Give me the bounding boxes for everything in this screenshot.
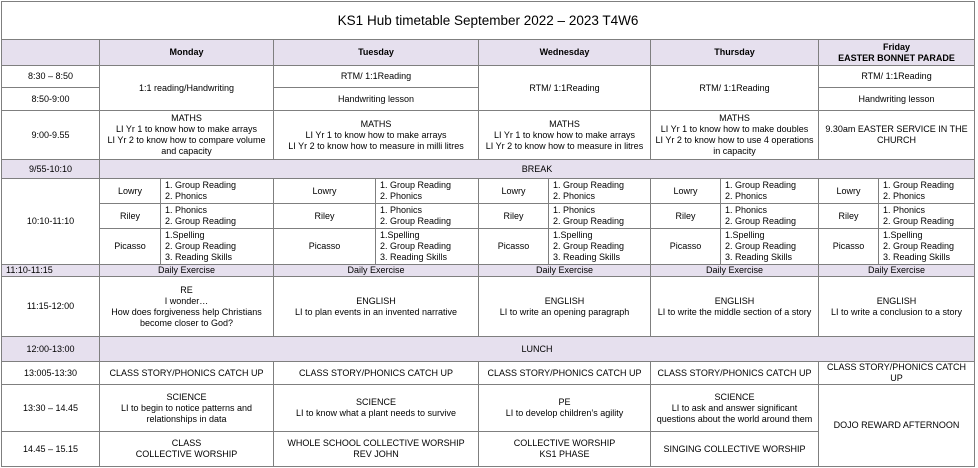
friday-label: Friday	[883, 41, 911, 52]
worship-line: COLLECTIVE WORSHIP	[513, 438, 616, 448]
group-name-picasso: Picasso	[100, 229, 161, 265]
tuesday-worship-cell	[274, 432, 479, 467]
activity-item: 2. Group Reading	[725, 241, 797, 251]
activity-item: 3. Reading Skills	[883, 252, 951, 262]
activity-item: 1.Spelling	[165, 230, 205, 240]
group-name-riley: Riley	[651, 204, 721, 229]
activity-item: 2. Phonics	[725, 191, 768, 201]
group-name-lowry: Lowry	[274, 179, 376, 204]
time-cell: 11:15-12:00	[2, 277, 100, 337]
activity-item: 1. Group Reading	[883, 180, 955, 190]
activity-item: 1. Group Reading	[380, 180, 452, 190]
corner-cell	[2, 40, 100, 66]
activity-item: 2. Group Reading	[725, 216, 797, 226]
lesson-subject: SCIENCE	[166, 391, 207, 402]
day-header-tuesday: Tuesday	[274, 40, 479, 66]
lesson-objective: LI to write a conclusion to a story	[830, 306, 963, 317]
time-cell: 12:00-13:00	[2, 337, 100, 362]
activity-item: 2. Group Reading	[380, 216, 452, 226]
activity-item: 1. Group Reading	[165, 180, 237, 190]
thursday-english-cell	[651, 277, 819, 337]
lesson-objective: LI Yr 2 to know how to compare volume and capacity	[107, 135, 266, 156]
group-activities	[376, 229, 479, 265]
exercise-cell: Daily Exercise	[651, 265, 819, 277]
activity-item: 1. Phonics	[553, 205, 596, 215]
group-name-lowry: Lowry	[819, 179, 879, 204]
group-name-riley: Riley	[479, 204, 549, 229]
wednesday-worship-cell	[479, 432, 651, 467]
friday-service-cell: 9.30am EASTER SERVICE IN THE CHURCH	[819, 111, 975, 160]
activity-item: 2. Phonics	[553, 191, 596, 201]
lesson-objective: LI to develop children’s agility	[505, 408, 624, 418]
day-header-monday: Monday	[100, 40, 274, 66]
activity-item: 2. Group Reading	[553, 241, 625, 251]
day-header-wednesday: Wednesday	[479, 40, 651, 66]
worship-line: KS1 PHASE	[539, 449, 590, 459]
activity-item: 2. Group Reading	[165, 241, 237, 251]
monday-worship-cell	[100, 432, 274, 467]
wednesday-early-cell: RTM/ 1:1Reading	[479, 66, 651, 111]
activity-item: 2. Group Reading	[165, 216, 237, 226]
activity-item: 3. Reading Skills	[553, 252, 621, 262]
time-cell: 11:10-11:15	[2, 265, 100, 277]
time-cell: 9:00-9.55	[2, 111, 100, 160]
friday-early-cell: RTM/ 1:1Reading	[819, 66, 975, 88]
lesson-subject: ENGLISH	[714, 295, 755, 306]
lesson-subject: SCIENCE	[714, 391, 755, 402]
day-header-thursday: Thursday	[651, 40, 819, 66]
time-cell: 13:30 – 14.45	[2, 385, 100, 432]
worship-line: REV JOHN	[353, 449, 399, 459]
activity-item: 2. Group Reading	[553, 216, 625, 226]
activity-item: 2. Phonics	[380, 191, 423, 201]
time-cell: 9/55-10:10	[2, 160, 100, 179]
activity-item: 2. Group Reading	[883, 241, 955, 251]
lesson-objective: How does forgiveness help Christians become closer to God?	[111, 306, 262, 328]
lesson-question: I wonder…	[164, 295, 209, 306]
time-cell: 14.45 – 15.15	[2, 432, 100, 467]
time-cell: 13:005-13:30	[2, 362, 100, 385]
lesson-subject: MATHS	[549, 118, 580, 129]
group-activities	[721, 204, 819, 229]
lesson-subject: MATHS	[719, 113, 750, 123]
group-activities	[721, 179, 819, 204]
friday-dojo-cell: DOJO REWARD AFTERNOON	[819, 385, 975, 467]
group-activities	[879, 204, 975, 229]
lesson-subject: PE	[558, 397, 571, 407]
exercise-cell: Daily Exercise	[274, 265, 479, 277]
activity-item: 1. Phonics	[725, 205, 768, 215]
monday-re-cell	[100, 277, 274, 337]
exercise-cell: Daily Exercise	[479, 265, 651, 277]
group-activities	[161, 179, 274, 204]
time-cell: 10:10-11:10	[2, 179, 100, 265]
group-activities	[376, 204, 479, 229]
lesson-subject: MATHS	[171, 113, 202, 123]
monday-maths-cell	[100, 111, 274, 160]
story-cell: CLASS STORY/PHONICS CATCH UP	[274, 362, 479, 385]
lesson-subject: ENGLISH	[876, 295, 917, 306]
wednesday-maths-cell	[479, 111, 651, 160]
activity-item: 1. Phonics	[380, 205, 423, 215]
group-name-lowry: Lowry	[651, 179, 721, 204]
group-name-picasso: Picasso	[274, 229, 376, 265]
group-activities	[879, 229, 975, 265]
group-name-lowry: Lowry	[100, 179, 161, 204]
group-name-riley: Riley	[274, 204, 376, 229]
lesson-objective: LI Yr 1 to know how to make doubles	[660, 124, 809, 134]
group-activities	[549, 229, 651, 265]
story-cell: CLASS STORY/PHONICS CATCH UP	[651, 362, 819, 385]
lesson-subject: ENGLISH	[544, 295, 585, 306]
tuesday-science-cell	[274, 385, 479, 432]
lesson-objective: LI Yr 1 to know how to make arrays	[494, 129, 635, 140]
group-name-riley: Riley	[819, 204, 879, 229]
group-activities	[721, 229, 819, 265]
activity-item: 2. Phonics	[165, 191, 208, 201]
activity-item: 2. Group Reading	[380, 241, 452, 251]
day-header-friday	[819, 40, 975, 66]
activity-item: 1.Spelling	[725, 230, 765, 240]
tuesday-english-cell	[274, 277, 479, 337]
activity-item: 1. Group Reading	[725, 180, 797, 190]
friday-event: EASTER BONNET PARADE	[838, 52, 955, 63]
activity-item: 2. Group Reading	[883, 216, 955, 226]
activity-item: 1. Group Reading	[553, 180, 625, 190]
story-cell: CLASS STORY/PHONICS CATCH UP	[819, 362, 975, 385]
lesson-objective: LI to know what a plant needs to survive	[295, 408, 457, 418]
lunch-cell: LUNCH	[100, 337, 975, 362]
group-activities	[549, 179, 651, 204]
tuesday-early-cell: RTM/ 1:1Reading	[274, 66, 479, 88]
group-activities	[549, 204, 651, 229]
lesson-objective: LI Yr 1 to know how to make arrays	[305, 129, 447, 140]
wednesday-english-cell	[479, 277, 651, 337]
page-title: KS1 Hub timetable September 2022 – 2023 T4W6	[2, 2, 975, 40]
time-cell: 8:30 – 8:50	[2, 66, 100, 88]
group-name-picasso: Picasso	[819, 229, 879, 265]
worship-line: CLASS	[171, 438, 202, 448]
activity-item: 2. Phonics	[883, 191, 926, 201]
time-cell: 8:50-9:00	[2, 88, 100, 111]
lesson-objective: LI Yr 2 to know how to measure in litres	[485, 140, 644, 151]
activity-item: 1. Phonics	[883, 205, 926, 215]
lesson-objective: LI to begin to notice patterns and relationships in data	[120, 402, 253, 424]
friday-handwriting-cell: Handwriting lesson	[819, 88, 975, 111]
lesson-subject: RE	[180, 284, 193, 295]
lesson-subject: MATHS	[360, 118, 392, 129]
timetable	[1, 1, 975, 467]
activity-item: 3. Reading Skills	[725, 252, 793, 262]
group-activities	[161, 204, 274, 229]
lesson-objective: LI Yr 2 to know how to measure in milli litres	[288, 140, 464, 151]
activity-item: 1.Spelling	[553, 230, 593, 240]
worship-line: COLLECTIVE WORSHIP	[135, 449, 238, 459]
lesson-objective: LI to ask and answer significant questions about the world around them	[656, 402, 813, 424]
monday-early-cell: 1:1 reading/Handwriting	[100, 66, 274, 111]
activity-item: 1.Spelling	[380, 230, 420, 240]
lesson-objective: LI to plan events in an invented narrative	[294, 306, 458, 317]
group-activities	[879, 179, 975, 204]
lesson-subject: ENGLISH	[356, 295, 396, 306]
group-name-picasso: Picasso	[651, 229, 721, 265]
activity-item: 1.Spelling	[883, 230, 923, 240]
tuesday-maths-cell	[274, 111, 479, 160]
story-cell: CLASS STORY/PHONICS CATCH UP	[479, 362, 651, 385]
story-cell: CLASS STORY/PHONICS CATCH UP	[100, 362, 274, 385]
activity-item: 1. Phonics	[165, 205, 208, 215]
worship-line: WHOLE SCHOOL COLLECTIVE WORSHIP	[287, 438, 465, 448]
activity-item: 3. Reading Skills	[380, 252, 448, 262]
group-name-picasso: Picasso	[479, 229, 549, 265]
thursday-science-cell	[651, 385, 819, 432]
exercise-cell: Daily Exercise	[819, 265, 975, 277]
monday-science-cell	[100, 385, 274, 432]
exercise-cell: Daily Exercise	[100, 265, 274, 277]
group-name-lowry: Lowry	[479, 179, 549, 204]
lesson-objective: LI to write an opening paragraph	[499, 306, 630, 317]
break-cell: BREAK	[100, 160, 975, 179]
thursday-maths-cell	[651, 111, 819, 160]
friday-english-cell	[819, 277, 975, 337]
lesson-objective: LI Yr 2 to know how to use 4 operations in capacity	[655, 135, 814, 156]
group-activities	[161, 229, 274, 265]
thursday-early-cell: RTM/ 1:1Reading	[651, 66, 819, 111]
lesson-subject: SCIENCE	[355, 397, 396, 407]
lesson-objective: LI Yr 1 to know how to make arrays	[116, 124, 257, 134]
wednesday-pe-cell	[479, 385, 651, 432]
activity-item: 3. Reading Skills	[165, 252, 233, 262]
tuesday-handwriting-cell: Handwriting lesson	[274, 88, 479, 111]
lesson-objective: LI to write the middle section of a story	[657, 306, 812, 317]
group-name-riley: Riley	[100, 204, 161, 229]
group-activities	[376, 179, 479, 204]
thursday-worship-cell: SINGING COLLECTIVE WORSHIP	[651, 432, 819, 467]
